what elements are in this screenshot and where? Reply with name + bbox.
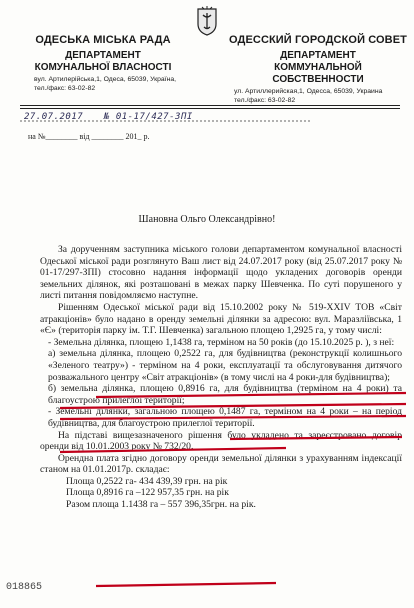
address-uk: вул. Артилерійська,1, Одеса, 65039, Україна, [34,76,177,83]
paragraph-contract: На підставі вищезазначеного рішення було укладено та зареєстровано договір оренди від 10.01.2003 року № 732/20. [40,429,402,453]
letter-body [40,244,402,511]
phone-ru: тел./факс: 63-02-82 [234,96,296,104]
paragraph-rent: Орендна плата згідно договору оренди земельної ділянки з урахуванням індексації станом на 01.01.2017р. складає: [40,452,402,476]
red-underline-6 [96,583,276,586]
header-divider [20,105,400,106]
outgoing-date: 27.07.2017 [24,112,84,122]
dept-name-ru-line1: ДЕПАРТАМЕНТ [280,50,356,61]
list-item-plot-main: - Земельна ділянка, площею 1,1438 га, терміном на 50 років (до 15.10.2025 р. ), з неї: [48,336,395,348]
rent-line-2: Площа 0,8916 га –122 957,35 грн. на рік [66,487,229,499]
org-name-uk: ОДЕСЬКА МІСЬКА РАДА [35,34,171,46]
org-name-ru: ОДЕССКИЙ ГОРОДСКОЙ СОВЕТ [229,34,407,46]
outgoing-number: № 01-17/427-3ПІ [104,112,193,122]
dept-name-ru-line2: КОММУНАЛЬНОЙ СОБСТВЕННОСТИ [272,62,364,85]
list-item-plot-a: а) земельна ділянка, площею 0,2522 га, для будівництва (реконструкції колишнього «Зеленого театру») - терміном на 4 роки, експлуатації та обслуговування дитячого розважального центру «Світ атракціонів» (в тому числі на 4 роки-для будівництва); [48,348,402,383]
incoming-reference-line: на №________ від ________ 201_ р. [28,132,150,141]
salutation: Шановна Ольго Олександрівно! [138,214,276,225]
paragraph-intro: За дорученням заступника міського голови департаментом комунальної власності Одеської міської ради розглянуто Ваш лист від 24.07.2017 року (від 25.07.2017 року № 01-17/297-ЗПІ) стосовно надання інформації щодо укладених договорів оренди земельних ділянок, які розташовані в межах парку Шевченка. По суті порушеного у листі питання повідомляємо наступне. [40,244,402,302]
address-ru: ул. Артиллерийская,1, Одесса, 65039, Украина [234,88,383,95]
header-right [228,34,408,105]
rent-line-total: Разом площа 1.1438 га – 557 396,35грн. на рік. [66,499,256,511]
phone-uk: тел./факс: 63-02-82 [34,84,96,92]
list-item-plots-other: - Земельні ділянки, загальною площею 0,1487 га, терміном на 4 роки – на період будівництва, для благоустрою прилеглої території. [48,406,402,429]
header-divider-thin [20,108,400,109]
dept-name-uk-line2: КОМУНАЛЬНОЇ ВЛАСНОСТІ [34,62,172,73]
list-item-plot-b: б) земельна ділянка, площею 0,8916 га, для будівництва (терміном на 4 роки) та благоустрою прилеглої території; [48,383,402,406]
rent-line-1: Площа 0,2522 га- 434 439,39 грн. на рік [66,475,228,487]
paragraph-decision: Рішенням Одеської міської ради від 15.10.2002 року № 519-XXIV ТОВ «Світ атракціонів» було надано в оренду земельні ділянки за адресою: вул. Маразліївська, 1 «Є» (територія парку ім. Т.Г. Шевченка) загальною площею 1,2925 га, у тому числі: [40,301,402,337]
header-left [28,34,178,93]
dept-name-uk-line1: ДЕПАРТАМЕНТ [65,50,141,61]
odesa-coat-of-arms-icon [196,6,218,36]
registration-stamp: 018865 [6,582,43,593]
